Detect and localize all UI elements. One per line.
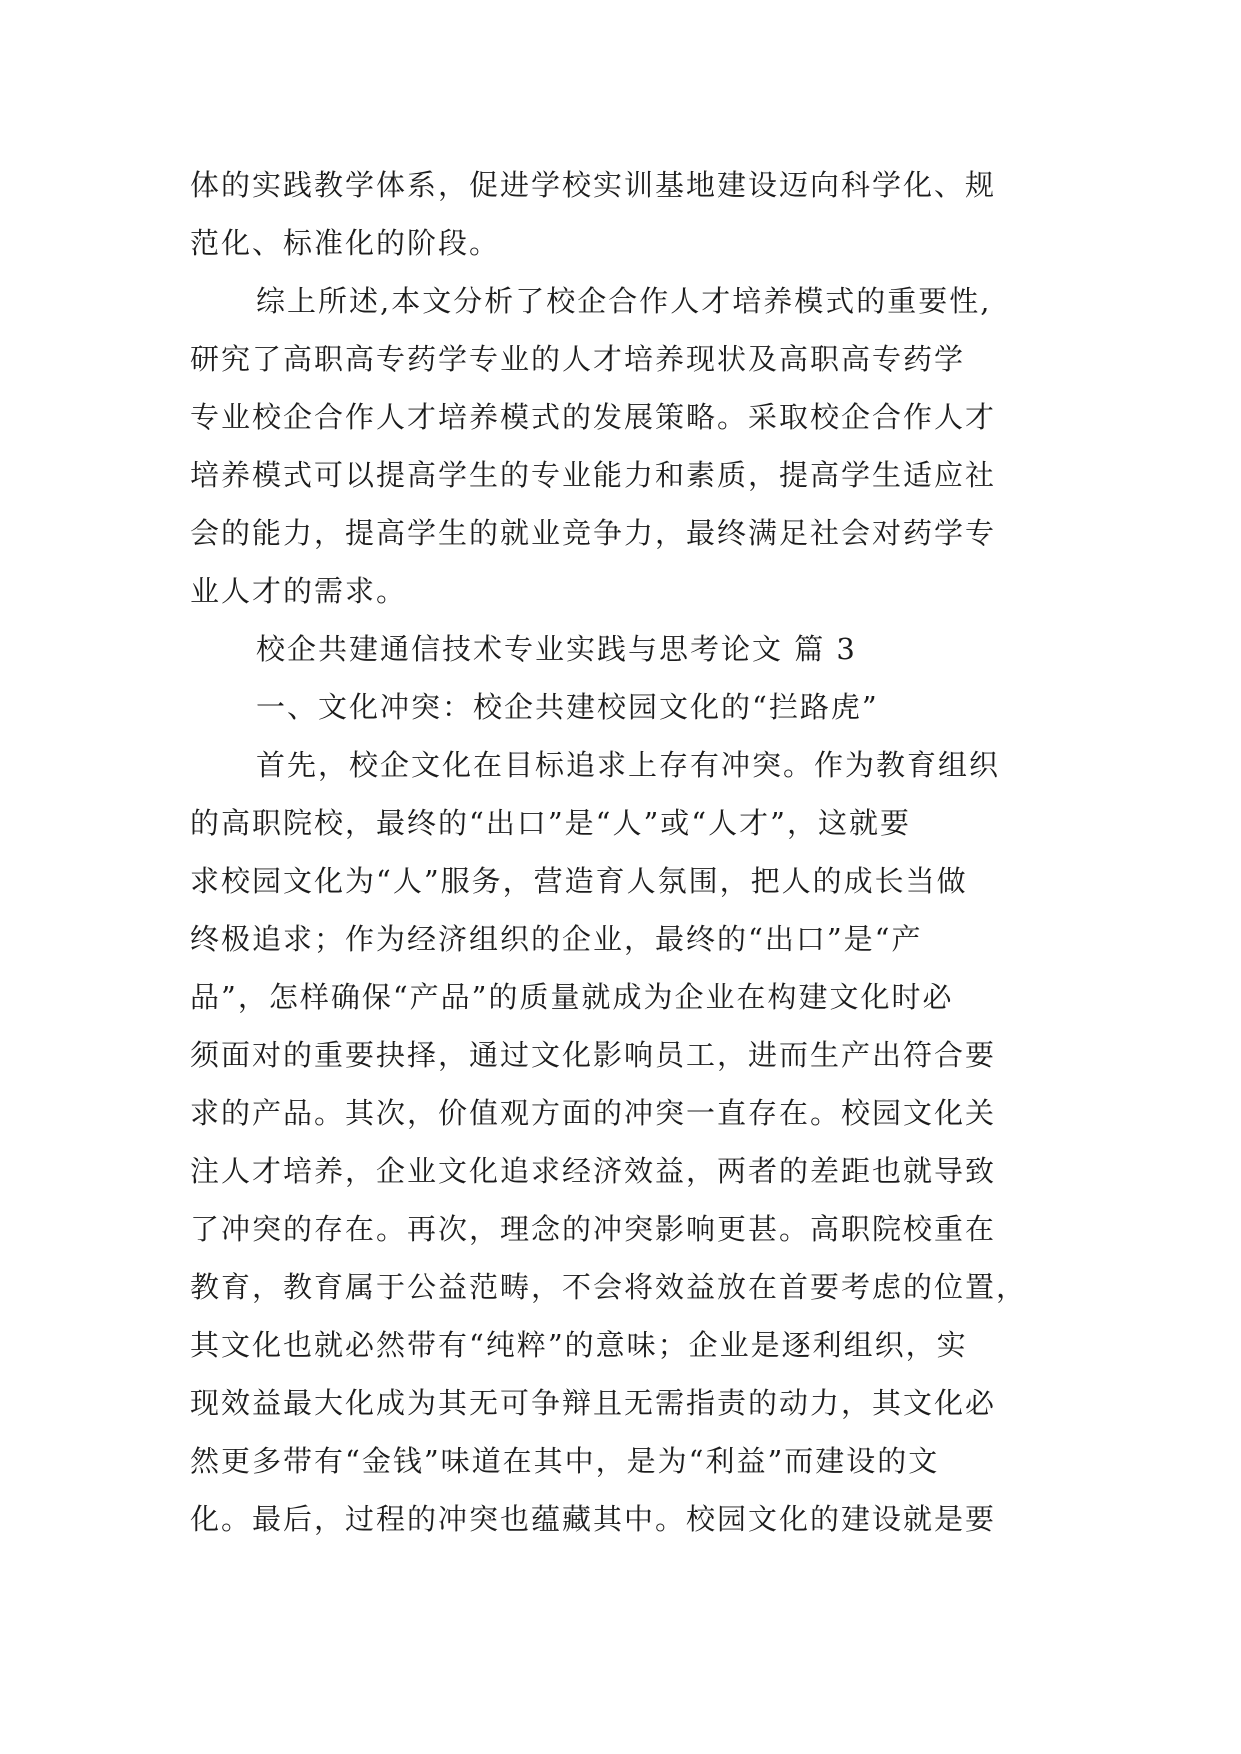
paragraph-line: 综上所述,本文分析了校企合作人才培养模式的重要性,: [256, 284, 992, 318]
paragraph-line: 培养模式可以提高学生的专业能力和素质，提高学生适应社: [190, 458, 997, 492]
paragraph-line: 品”，怎样确保“产品”的质量就成为企业在构建文化时必: [190, 980, 954, 1014]
paragraph-line: 专业校企合作人才培养模式的发展策略。采取校企合作人才: [190, 400, 997, 434]
paragraph-line: 注人才培养，企业文化追求经济效益，两者的差距也就导致: [190, 1154, 997, 1188]
article-title: 校企共建通信技术专业实践与思考论文 篇 3: [256, 632, 857, 666]
document-body: [190, 156, 1060, 1548]
paragraph-line: 现效益最大化成为其无可争辩且无需指责的动力，其文化必: [190, 1386, 997, 1420]
paragraph-line: 体的实践教学体系，促进学校实训基地建设迈向科学化、规: [190, 168, 997, 202]
paragraph-line: 业人才的需求。: [190, 574, 408, 608]
paragraph-line: 求校园文化为“人”服务，营造育人氛围，把人的成长当做: [190, 864, 968, 898]
paragraph-line: 其文化也就必然带有“纯粹”的意味；企业是逐利组织，实: [190, 1328, 968, 1362]
section-heading: 一、文化冲突：校企共建校园文化的“拦路虎”: [256, 690, 879, 724]
paragraph-line: 化。最后，过程的冲突也蕴藏其中。校园文化的建设就是要: [190, 1502, 997, 1536]
paragraph-line: 求的产品。其次，价值观方面的冲突一直存在。校园文化关: [190, 1096, 997, 1130]
paragraph-line: 首先，校企文化在目标追求上存有冲突。作为教育组织: [256, 748, 1001, 782]
paragraph-line: 会的能力，提高学生的就业竞争力，最终满足社会对药学专: [190, 516, 997, 550]
paragraph-line: 范化、标准化的阶段。: [190, 226, 501, 260]
paragraph-line: 的高职院校，最终的“出口”是“人”或“人才”，这就要: [190, 806, 911, 840]
paragraph-line: 终极追求；作为经济组织的企业，最终的“出口”是“产: [190, 922, 923, 956]
paragraph-line: 研究了高职高专药学专业的人才培养现状及高职高专药学: [190, 342, 966, 376]
paragraph-line: 教育，教育属于公益范畴，不会将效益放在首要考虑的位置，: [190, 1270, 1028, 1304]
paragraph-line: 然更多带有“金钱”味道在其中，是为“利益”而建设的文: [190, 1444, 940, 1478]
paragraph-line: 了冲突的存在。再次，理念的冲突影响更甚。高职院校重在: [190, 1212, 997, 1246]
paragraph-line: 须面对的重要抉择，通过文化影响员工，进而生产出符合要: [190, 1038, 997, 1072]
